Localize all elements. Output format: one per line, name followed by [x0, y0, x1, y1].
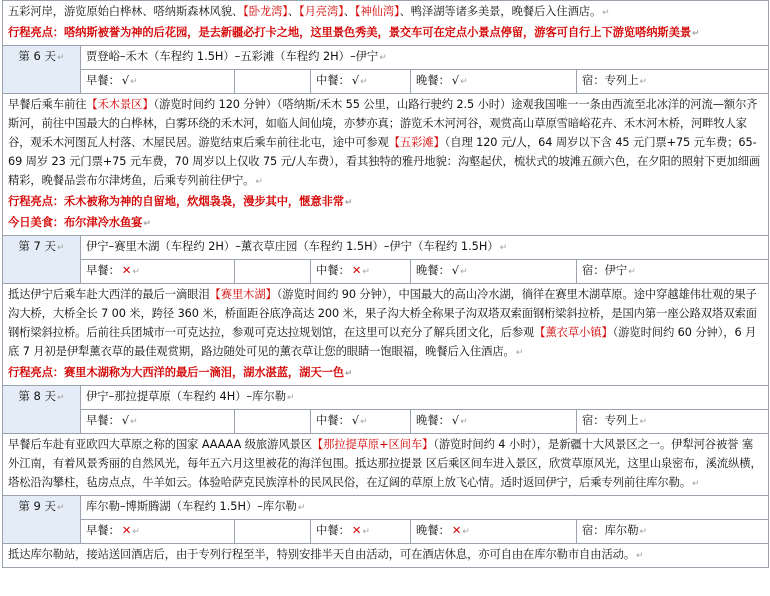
highlight-line: [8, 23, 763, 44]
day5-tail-text: [8, 2, 763, 23]
spacer-cell: [235, 260, 311, 284]
highlight-line: [8, 192, 763, 213]
paragraph-mark-icon: ↵: [639, 527, 648, 537]
day8-label: [3, 386, 81, 434]
paragraph-mark-icon: ↵: [57, 243, 65, 253]
route-text: 库尔勒–博斯腾湖（车程约 1.5H）–库尔勒: [86, 500, 297, 513]
lunch-label: 中餐：: [316, 524, 350, 537]
paragraph-mark-icon: ↵: [130, 77, 138, 87]
check-icon: √: [351, 74, 360, 87]
spot-lavender-town: 【薰衣草小镇】: [534, 326, 613, 339]
text-segment: （游览时间约 4 小时），是新疆十大风景区之一。伊犁河谷被誉 塞外江南，有着风景秀丽的自然风光，每年五六月这里被花的海洋包围。抵达那拉提景 区后乘区间车进入景区，欣赏草原风光，这里山泉密布，溪流纵横，塔松沿沟攀柱，毡房点点，牛羊如云。体验哈萨克民族淳朴的民风民俗，在辽阔的草原上放飞心情。适时返回伊宁，后乘专列前往库尔勒。: [8, 438, 762, 489]
paragraph-mark-icon: ↵: [57, 503, 65, 513]
paragraph-mark-icon: ↵: [639, 77, 648, 87]
text-segment: 、鸭泽湖等诸多美景，晚餐后入住酒店。: [399, 5, 602, 18]
paragraph-mark-icon: ↵: [636, 551, 644, 561]
paragraph-mark-icon: ↵: [143, 219, 151, 229]
paragraph-mark-icon: ↵: [379, 53, 387, 63]
paragraph-mark-icon: ↵: [460, 77, 468, 87]
hotel-text: 宿：伊宁: [582, 264, 628, 277]
day6-route: [81, 46, 769, 70]
day6-dinner: [411, 70, 577, 94]
text-segment: （自理 120 元/人，64 周岁以下含 45 元门票+75 元车费；65-69 周岁 23 元门票+75 元车费，70 周岁以上仅收 75 元/人车费），看其独特的雅丹地貌：沟壑起伏，梳状式的坡滩五颜六色，在夕阳的照射下更加细画精彩，晚餐品尝布尔津烤鱼，后乘专列前往伊宁。: [8, 136, 761, 187]
cross-icon: ✕: [351, 264, 362, 277]
day8-body: [3, 434, 769, 496]
paragraph-mark-icon: ↵: [639, 417, 648, 427]
day5-tail-body: [3, 1, 769, 46]
day9-body-row: [3, 544, 769, 568]
day9-description: [8, 545, 763, 566]
hotel-text: 宿：库尔勒: [582, 524, 639, 537]
paragraph-mark-icon: ↵: [692, 479, 700, 489]
paragraph-mark-icon: ↵: [255, 177, 263, 187]
day9-label: [3, 496, 81, 544]
day8-route: [81, 386, 769, 410]
dinner-label: 晚餐：: [416, 524, 450, 537]
text-segment: 抵达库尔勒站，接站送回酒店后，由于专列行程至半，特别安排半天自由活动，可在酒店休息，亦可自由在库尔勒市自由活动。: [8, 548, 636, 561]
food-text: 今日美食：布尔津冷水鱼宴: [8, 216, 143, 229]
spot-wolong-bay: 【卧龙湾】: [243, 5, 288, 18]
day8-breakfast: [81, 410, 235, 434]
separator: 、: [343, 5, 355, 18]
paragraph-mark-icon: ↵: [462, 527, 470, 537]
check-icon: √: [451, 74, 460, 87]
day6-body: [3, 94, 769, 236]
breakfast-label: 早餐：: [86, 524, 120, 537]
day9-meals-row: [3, 520, 769, 544]
lunch-label: 中餐：: [316, 414, 350, 427]
check-icon: √: [451, 264, 460, 277]
day9-route: [81, 496, 769, 520]
dinner-label: 晚餐：: [416, 74, 450, 87]
spacer-cell: [235, 520, 311, 544]
breakfast-label: 早餐：: [86, 414, 120, 427]
day6-header-row: [3, 46, 769, 70]
day-label-text: 第 9 天: [18, 499, 57, 513]
day7-body-row: [3, 284, 769, 386]
spacer-cell: [235, 410, 311, 434]
paragraph-mark-icon: ↵: [362, 267, 370, 277]
itinerary-table: [2, 0, 769, 568]
day6-hotel: [577, 70, 769, 94]
paragraph-mark-icon: ↵: [57, 393, 65, 403]
route-text: 伊宁–那拉提草原（车程约 4H）–库尔勒: [86, 390, 287, 403]
day6-meals-row: [3, 70, 769, 94]
spot-hemu: 【禾木景区】: [86, 98, 154, 111]
hotel-text: 宿：专列上: [582, 414, 639, 427]
day8-header-row: [3, 386, 769, 410]
day8-body-row: [3, 434, 769, 496]
paragraph-mark-icon: ↵: [57, 53, 65, 63]
paragraph-mark-icon: ↵: [602, 8, 610, 18]
dinner-label: 晚餐：: [416, 264, 450, 277]
day5-tail-row: [3, 1, 769, 46]
day-label-text: 第 6 天: [18, 49, 57, 63]
breakfast-label: 早餐：: [86, 264, 120, 277]
paragraph-mark-icon: ↵: [692, 29, 700, 39]
text-segment: 抵达伊宁后乘车赴大西洋的最后一滴眼泪: [8, 288, 210, 301]
paragraph-mark-icon: ↵: [460, 267, 468, 277]
paragraph-mark-icon: ↵: [360, 417, 368, 427]
route-text: 伊宁–赛里木湖（车程约 2H）–薰衣草庄园（车程约 1.5H）–伊宁（车程约 1.5H）: [86, 240, 499, 253]
day7-route: [81, 236, 769, 260]
paragraph-mark-icon: ↵: [628, 267, 636, 277]
text-segment: （游览时间约 120 分钟）（嗒纳斯/禾木 55 公里，山路行驶约 2.5 小时）途观我国唯一一条由西流至北冰洋的河流—额尔齐斯河，前往中国最大的白桦林，白雾环绕的禾木河，如临人间仙境，亦梦亦真；游览禾木河河谷，观赏高山草原雪暗峪花卉、禾木河木桥，河畔牧人家谷，观禾木河图瓦人村落、木屋民居。游览结束后乘车前往北屯，途中可参观: [8, 98, 758, 149]
paragraph-mark-icon: ↵: [344, 369, 353, 379]
day7-body: [3, 284, 769, 386]
spot-nalati: 【那拉提草原+区间车】: [311, 438, 434, 451]
day7-description: [8, 285, 763, 363]
paragraph-mark-icon: ↵: [132, 267, 140, 277]
breakfast-label: 早餐：: [86, 74, 120, 87]
day6-breakfast: [81, 70, 235, 94]
day7-label: [3, 236, 81, 284]
text-segment: 早餐后车赴有亚欧四大草原之称的国家 AAAAA 级旅游风景区: [8, 438, 312, 451]
paragraph-mark-icon: ↵: [460, 417, 468, 427]
day6-lunch: [311, 70, 411, 94]
text-segment: （游览时间约 90 分钟），中国最大的高山冷水湖，徜徉在赛里木湖草原。途中穿越雄伟壮观的果子沟大桥，大桥全长 7 00 米，跨径 360 米，桥面距谷底净高达 200 米，果子沟大桥全称果子沟双塔双索面钢桁梁斜拉桥，是国内第一座公路双塔双索面钢桁梁斜拉桥。后前往兵团城市一可克达拉，参观可克达拉规划馆，在这里可以充分了解兵团文化，后参观: [8, 288, 757, 339]
day7-lunch: [311, 260, 411, 284]
cross-icon: ✕: [121, 264, 132, 277]
check-icon: √: [451, 414, 460, 427]
day6-description: [8, 95, 763, 192]
day7-breakfast: [81, 260, 235, 284]
spacer-cell: [235, 70, 311, 94]
paragraph-mark-icon: ↵: [515, 348, 524, 358]
dinner-label: 晚餐：: [416, 414, 450, 427]
day7-meals-row: [3, 260, 769, 284]
day9-breakfast: [81, 520, 235, 544]
day-label-text: 第 8 天: [18, 389, 57, 403]
hotel-text: 宿：专列上: [582, 74, 639, 87]
paragraph-mark-icon: ↵: [297, 503, 306, 513]
day9-hotel: [577, 520, 769, 544]
day9-header-row: [3, 496, 769, 520]
cross-icon: ✕: [451, 524, 462, 537]
food-line: [8, 213, 763, 234]
day6-label: [3, 46, 81, 94]
spot-moon-bay: 【月亮湾】: [299, 5, 344, 18]
lunch-label: 中餐：: [316, 264, 350, 277]
separator: 、: [287, 5, 300, 18]
paragraph-mark-icon: ↵: [130, 417, 138, 427]
spot-sayram-lake: 【赛里木湖】: [209, 288, 277, 301]
spot-fairy-bay: 【神仙湾】: [354, 5, 400, 18]
cross-icon: ✕: [121, 524, 132, 537]
day8-description: [8, 435, 763, 494]
day7-header-row: [3, 236, 769, 260]
paragraph-mark-icon: ↵: [360, 77, 368, 87]
route-text: 贾登峪–禾木（车程约 1.5H）–五彩滩（车程约 2H）–伊宁: [86, 50, 379, 63]
day8-dinner: [411, 410, 577, 434]
spot-wucaitan: 【五彩滩】: [388, 136, 445, 149]
day8-meals-row: [3, 410, 769, 434]
day7-hotel: [577, 260, 769, 284]
paragraph-mark-icon: ↵: [132, 527, 140, 537]
check-icon: √: [351, 414, 360, 427]
lunch-label: 中餐：: [316, 74, 350, 87]
day8-hotel: [577, 410, 769, 434]
check-icon: √: [121, 74, 130, 87]
day9-dinner: [411, 520, 577, 544]
text-segment: （游览时间约 60 分钟），6 月底 7 月初是伊犁薰衣草的最佳观赏期，路边随处可见的薰衣草让您的眼睛一饱眼福，晚餐后入住酒店。: [8, 326, 757, 358]
highlight-text: 行程亮点：赛里木湖称为大西洋的最后一滴泪，湖水湛蓝，湖天一色: [8, 366, 344, 379]
check-icon: √: [121, 414, 130, 427]
paragraph-mark-icon: ↵: [344, 198, 353, 208]
day9-body: [3, 544, 769, 568]
text-segment: 五彩河岸，游览原始白桦林、嗒纳斯森林风貌、: [8, 5, 244, 18]
paragraph-mark-icon: ↵: [499, 243, 508, 253]
day7-dinner: [411, 260, 577, 284]
paragraph-mark-icon: ↵: [287, 393, 295, 403]
day9-lunch: [311, 520, 411, 544]
highlight-text: 行程亮点：禾木被称为神的自留地，炊烟袅袅，漫步其中，惬意非常: [8, 195, 344, 208]
highlight-text: 行程亮点：嗒纳斯被誉为神的后花园，是去新疆必打卡之地，这里景色秀美，景交车可在定点小景点停留，游客可自行上下游览嗒纳斯美景: [8, 26, 692, 39]
paragraph-mark-icon: ↵: [362, 527, 370, 537]
day-label-text: 第 7 天: [18, 239, 57, 253]
day8-lunch: [311, 410, 411, 434]
text-segment: 早餐后乘车前往: [8, 98, 87, 111]
day6-body-row: [3, 94, 769, 236]
highlight-line: [8, 363, 763, 384]
cross-icon: ✕: [351, 524, 362, 537]
